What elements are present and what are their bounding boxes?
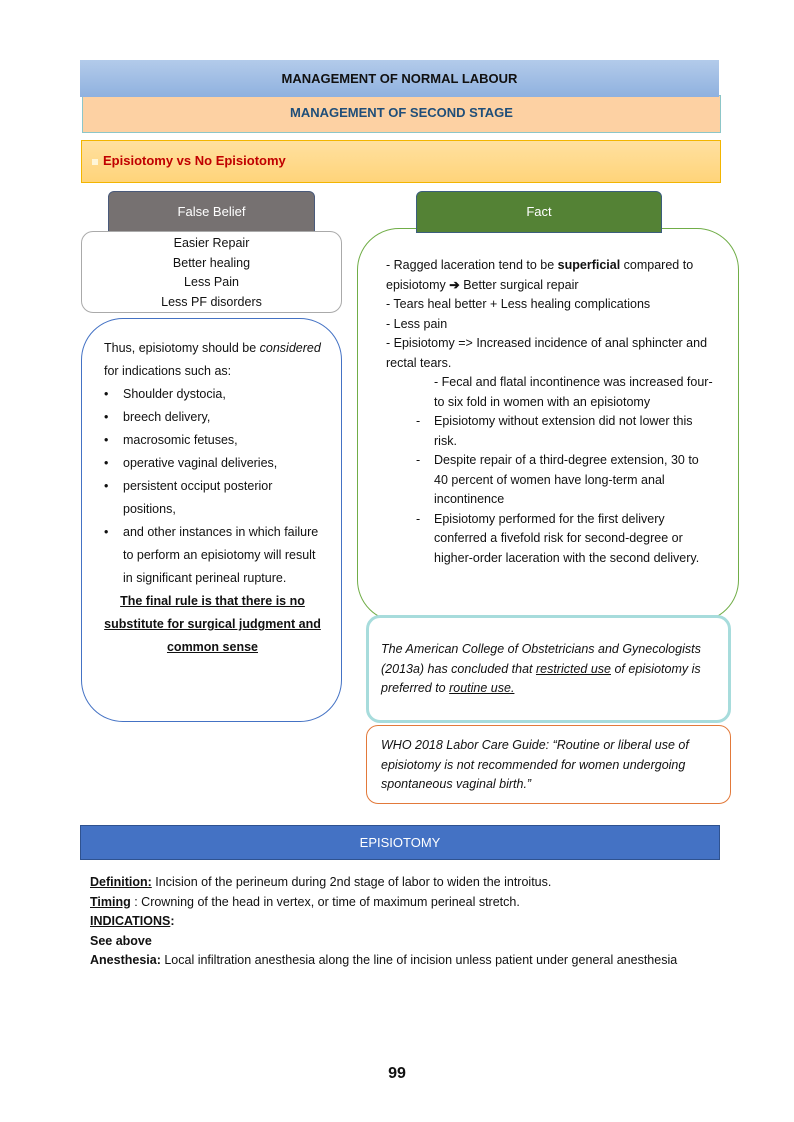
list-item: • and other instances in which failure to perform an episiotomy will result in significant perineal rupture. — [104, 521, 321, 590]
timing: Timing : Crowning of the head in vertex, or time of maximum perineal stretch. — [90, 894, 520, 909]
episiotomy-banner: EPISIOTOMY — [80, 825, 720, 860]
list-item: • macrosomic fetuses, — [104, 429, 321, 452]
belief-item: Easier Repair — [173, 236, 250, 250]
topic-title: Episiotomy vs No Episiotomy — [103, 153, 286, 168]
list-item: • operative vaginal deliveries, — [104, 452, 321, 475]
list-item: • breech delivery, — [104, 406, 321, 429]
fact-line: - Tears heal better + Less healing complications — [386, 297, 651, 311]
page-number: 99 — [388, 1065, 406, 1082]
chapter-title: MANAGEMENT OF NORMAL LABOUR — [80, 60, 719, 97]
list-item: • Shoulder dystocia, — [104, 383, 321, 406]
belief-item: Less Pain — [184, 275, 239, 289]
fact-subline: - Despite repair of a third-degree extension, 30 to 40 percent of women have long-term anal incontinence — [386, 451, 714, 510]
false-belief-header: False Belief — [108, 191, 315, 232]
list-item: • persistent occiput posterior positions, — [104, 475, 321, 521]
topic-banner — [81, 140, 721, 183]
fact-box — [357, 228, 739, 622]
fact-subline: - Episiotomy without extension did not lower this risk. — [386, 412, 714, 451]
belief-item: Better healing — [172, 255, 251, 270]
indications-box — [81, 318, 342, 722]
fact-line: - Ragged laceration tend to be superficial compared to episiotomy ➔ Better surgical repair — [386, 258, 694, 292]
who-note: WHO 2018 Labor Care Guide: “Routine or liberal use of episiotomy is not recommended for women undergoing spontaneous vaginal birth.” — [366, 725, 731, 804]
bullet-square-icon — [92, 159, 98, 165]
see-above: See above — [90, 933, 152, 948]
indications-intro: Thus, episiotomy should be considered for indications such as: — [104, 341, 321, 378]
indications-list — [104, 383, 321, 590]
fact-header: Fact — [416, 191, 662, 233]
fact-line: - Less pain — [386, 316, 448, 331]
belief-item: Less PF disorders — [161, 294, 262, 309]
section-title: MANAGEMENT OF SECOND STAGE — [82, 95, 721, 133]
fact-subline: - Fecal and flatal incontinence was increased four- to six fold in women with an episiotomy — [434, 375, 713, 409]
fact-subline: - Episiotomy performed for the first delivery conferred a fivefold risk for second-degree or higher-order laceration with the second delivery. — [386, 510, 714, 569]
indications-heading: INDICATIONS: — [90, 914, 175, 928]
definition: Definition: Incision of the perineum during 2nd stage of labor to widen the introitus. — [90, 875, 552, 889]
episiotomy-details — [90, 873, 715, 971]
arrow-icon: ➔ — [449, 277, 460, 292]
acog-note: The American College of Obstetricians and Gynecologists (2013a) has concluded that restricted use of episiotomy is preferred to routine use. — [366, 615, 731, 723]
false-belief-box — [81, 231, 342, 313]
final-rule: The final rule is that there is no substitute for surgical judgment and common sense — [104, 594, 321, 654]
anesthesia: Anesthesia: Local infiltration anesthesia along the line of incision unless patient under general anesthesia — [90, 953, 678, 967]
fact-line: - Episiotomy => Increased incidence of anal sphincter and rectal tears. — [386, 336, 708, 370]
